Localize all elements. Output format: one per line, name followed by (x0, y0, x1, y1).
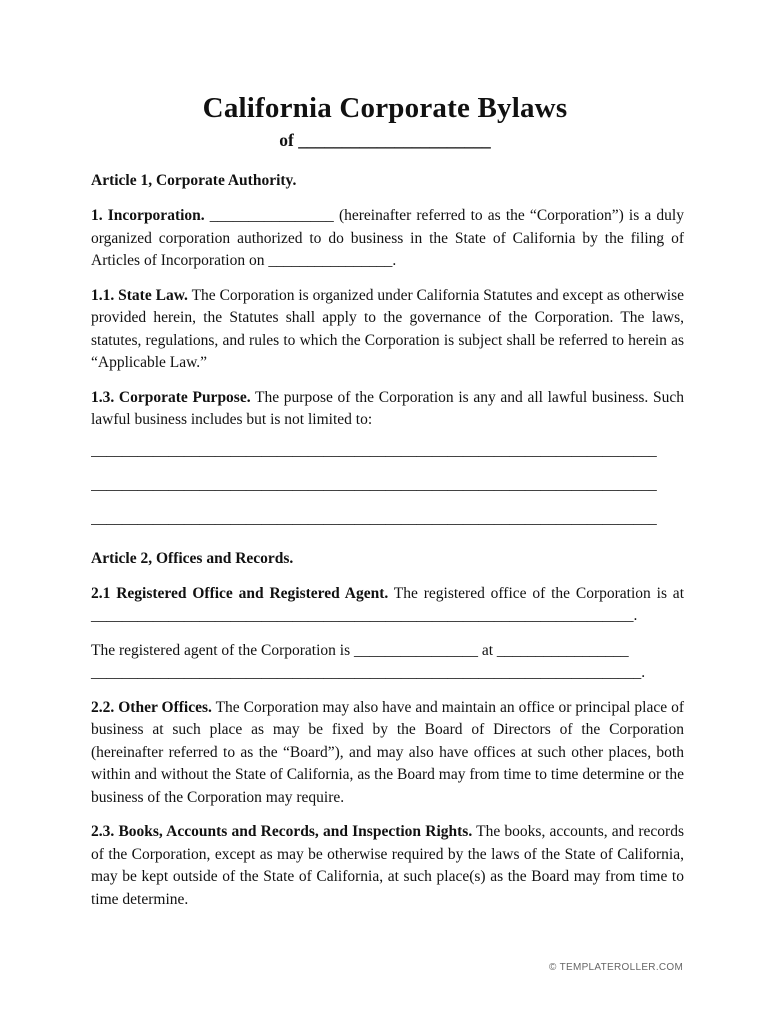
section-1-3-text: The purpose of the Corporation is any and all lawful business. Such lawful business includes but is not limited to: (91, 388, 684, 428)
section-1-text: ________________ (hereinafter referred to as the “Corporation”) is a duly organized corporation authorized to do business in the State of California by the filing of Articles of Incorporation on ________________. (91, 207, 684, 269)
section-1-3-purpose (91, 387, 684, 432)
section-2-1-text: The registered office of the Corporation is at ______________________________________________________________________. (91, 584, 684, 624)
article-1-heading: Article 1, Corporate Authority. (91, 172, 297, 189)
section-1-incorporation (91, 205, 684, 273)
section-2-1-registered-office (91, 583, 684, 628)
section-1-title: 1. Incorporation. (91, 207, 205, 224)
footer-watermark[interactable]: © TEMPLATEROLLER.COM (549, 962, 684, 973)
document-body (91, 170, 684, 923)
section-2-3-text: The books, accounts, and records of the Corporation, except as may be otherwise required by the laws of the State of California, may be kept outside of the State of California, at such place(s) as the Board may from time to time determine. (91, 823, 684, 908)
registered-agent-paragraph: The registered agent of the Corporation is ________________ at _________________ _______________________________________________________________________. (91, 641, 646, 681)
section-1-1-title: 1.1. State Law. (91, 286, 188, 304)
section-2-2-other-offices (91, 697, 684, 810)
section-2-3-books-records (91, 821, 684, 911)
section-2-2-title: 2.2. Other Offices. (91, 698, 212, 716)
purpose-blank-line: _________________________________________________________________________ (91, 441, 657, 459)
document-subtitle: of ______________________ (279, 130, 491, 150)
section-1-1-state-law (91, 285, 684, 375)
section-1-3-title: 1.3. Corporate Purpose. (91, 388, 251, 406)
purpose-blank-line: _________________________________________________________________________ (91, 475, 657, 493)
section-2-3-title: 2.3. Books, Accounts and Records, and Inspection Rights. (91, 823, 473, 840)
document-title: California Corporate Bylaws (202, 92, 568, 124)
article-2-heading: Article 2, Offices and Records. (91, 549, 294, 567)
purpose-blank-line: _________________________________________________________________________ (91, 509, 657, 527)
section-2-2-text: The Corporation may also have and maintain an office or principal place of business at such place as may be fixed by the Board of Directors of the Corporation (hereinafter referred to as the “Board”), and may also have offices at such other places, both within and without the State of California, as the Board may from time to time determine or the business of the Corporation may require. (91, 698, 684, 806)
section-2-1-title: 2.1 Registered Office and Registered Agent. (91, 584, 389, 602)
section-1-1-text: The Corporation is organized under California Statutes and except as otherwise provided herein, the Statutes shall apply to the governance of the Corporation. The laws, statutes, regulations, and rules to which the Corporation is subject shall be referred to herein as “Applicable Law.” (91, 286, 684, 371)
